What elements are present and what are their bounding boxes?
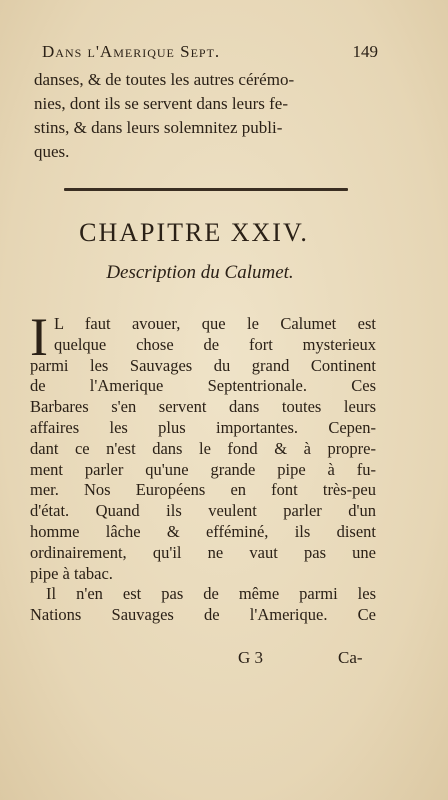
text-line: dant ce n'est dans le fond & à propre- xyxy=(30,438,376,458)
chapter-divider-rule xyxy=(64,188,348,191)
text-line: Barbares s'en servent dans toutes leurs xyxy=(30,397,376,417)
text-line: mer. Nos Européens en font très-peu xyxy=(30,480,376,500)
text-line: homme lâche & efféminé, ils disent xyxy=(30,521,376,541)
text-line: quelque chose de fort mysterieux xyxy=(54,334,376,354)
text-line: L faut avouer, que le Calumet est xyxy=(54,314,376,333)
text-line: parmi les Sauvages du grand Continent xyxy=(30,355,376,375)
text-line: ment parler qu'une grande pipe à fu- xyxy=(30,459,376,479)
text-line: ques. xyxy=(34,142,70,161)
chapter-subtitle: Description du Calumet. xyxy=(106,262,294,283)
text-line: pipe à tabac. xyxy=(30,563,113,583)
text-line: danses, & de toutes les autres cérémo- xyxy=(34,70,295,89)
text-line: d'état. Quand ils veulent parler d'un xyxy=(30,501,376,521)
text-line: stins, & dans leurs solemnitez publi- xyxy=(34,118,283,137)
text-line: Nations Sauvages de l'Amerique. Ce xyxy=(30,605,376,625)
previous-chapter-ending xyxy=(34,68,374,164)
catchword: Ca- xyxy=(338,648,363,667)
text-line: Il n'en est pas de même parmi les xyxy=(46,584,376,604)
text-line: ordinairement, qu'il ne vaut pas une xyxy=(30,542,376,562)
drop-cap: I xyxy=(30,307,48,367)
text-line: de l'Amerique Septentrionale. Ces xyxy=(30,376,376,396)
running-head-title: Dans l'Amerique Sept. xyxy=(42,42,221,61)
chapter-title: CHAPITRE XXIV. xyxy=(79,218,309,247)
page-number: 149 xyxy=(352,42,378,61)
running-head xyxy=(42,42,378,62)
text-line: affaires les plus importantes. Cepen- xyxy=(30,417,376,437)
chapter-body xyxy=(30,307,376,626)
text-line: nies, dont ils se servent dans leurs fe- xyxy=(34,94,288,113)
signature-mark: G 3 xyxy=(238,648,264,667)
